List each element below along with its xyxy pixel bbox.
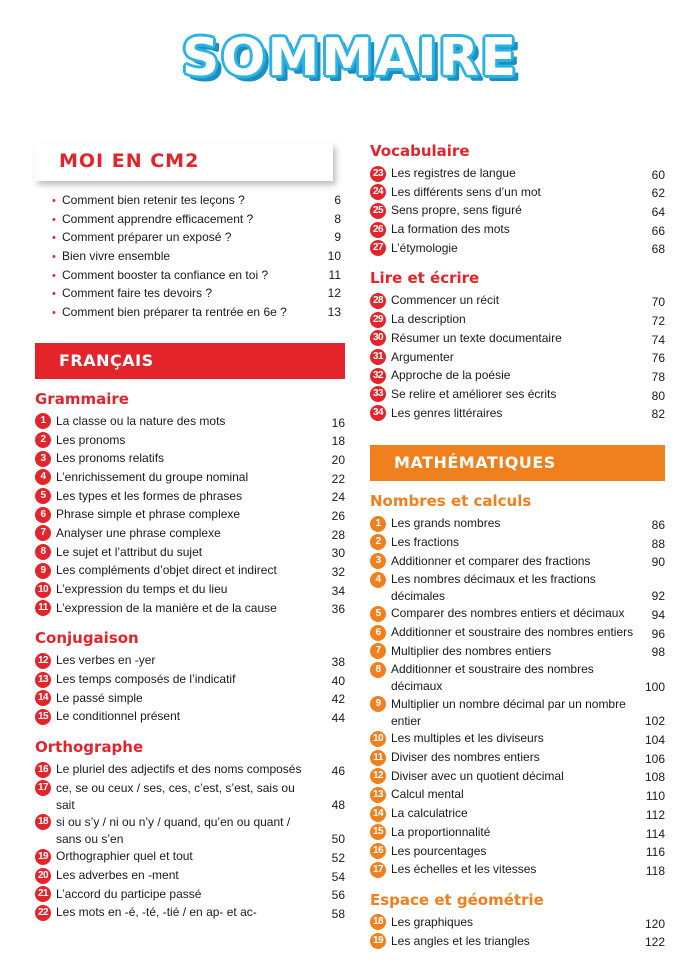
toc-item [370,605,665,624]
page-number: 68 [651,242,665,257]
toc-item [35,867,345,886]
page-number: 46 [331,763,345,778]
chapter-number-badge: 32 [370,368,386,384]
item-title: Se relire et améliorer ses écrits [391,386,557,401]
toc-item [370,914,665,933]
chapter-number-badge: 28 [370,293,386,309]
toc-item [35,690,345,709]
chapter-number-badge: 15 [35,709,51,725]
toc-item [370,221,665,240]
page-number: 62 [651,186,665,201]
chapter-number-badge: 16 [370,843,386,859]
chapter-number-badge: 6 [35,507,51,523]
list-item [35,249,345,268]
page-number: 80 [651,388,665,403]
toc-item [35,562,345,581]
item-title: ce, se ou ceux / ses, ces, c’est, s’est, sais ou sait [56,780,295,812]
conjugaison-list [35,652,345,727]
toc-item [35,600,345,619]
page-number: 12 [327,286,341,301]
item-title: Le sujet et l’attribut du sujet [56,544,203,559]
page-number: 40 [331,673,345,688]
toc-item [370,405,665,424]
chapter-number-badge: 30 [370,330,386,346]
toc-item [35,671,345,690]
item-title: Les pronoms relatifs [56,451,165,466]
item-title: Phrase simple et phrase complexe [56,507,241,522]
lire-ecrire-list [370,292,665,423]
toc-item [35,886,345,905]
page-number: 22 [331,471,345,486]
item-title: Les verbes en -yer [56,653,156,668]
item-title: Multiplier des nombres entiers [391,643,552,658]
toc-item [35,761,345,780]
page-number: 78 [651,369,665,384]
page-number: 16 [331,415,345,430]
list-item [35,286,345,305]
chapter-number-badge: 27 [370,240,386,256]
chapter-number-badge: 25 [370,203,386,219]
chapter-number-badge: 31 [370,349,386,365]
page-number: 38 [331,655,345,670]
chapter-number-badge: 19 [370,933,386,949]
page-number: 26 [331,508,345,523]
toc-item [370,624,665,643]
page-number: 82 [651,407,665,422]
bullet-icon: • [52,251,56,264]
item-title: Additionner et soustraire des nombres décimaux [391,662,594,694]
toc-item [35,450,345,469]
list-item [35,230,345,249]
bullet-icon: • [52,269,56,282]
item-title: Calcul mental [391,787,464,802]
item-title: Argumenter [391,349,454,364]
chapter-number-badge: 20 [35,868,51,884]
chapter-number-badge: 7 [35,525,51,541]
page-number: 30 [331,546,345,561]
chapter-number-badge: 19 [35,849,51,865]
espace-geometrie-heading: Espace et géométrie [370,890,544,909]
item-title: Les registres de langue [391,166,516,180]
toc-item [35,506,345,525]
page-number: 13 [327,305,341,320]
chapter-number-badge: 3 [35,451,51,467]
bullet-icon: • [52,213,56,226]
chapter-number-badge: 1 [35,413,51,429]
chapter-number-badge: 13 [370,787,386,803]
moi-en-cm2-list [35,193,345,324]
page-number: 76 [651,351,665,366]
item-title: Résumer un texte documentaire [391,330,562,345]
item-title: Les grands nombres [391,516,501,531]
item-title: Comparer des nombres entiers et décimaux [391,606,625,621]
chapter-number-badge: 5 [370,606,386,622]
item-title: Les graphiques [391,914,474,929]
toc-item [35,848,345,867]
chapter-number-badge: 18 [370,914,386,930]
item-title: La calculatrice [391,806,468,821]
orthographe-heading: Orthographe [35,738,144,757]
toc-item [370,367,665,386]
item-title: Bien vivre ensemble [62,249,171,264]
chapter-number-badge: 34 [370,405,386,421]
item-title: Analyser une phrase complexe [56,525,221,540]
page-number: 116 [645,845,665,860]
toc-item [370,824,665,843]
bullet-icon: • [52,232,56,245]
item-title: La description [391,312,466,327]
page-number: 120 [644,916,665,931]
toc-item [370,661,665,696]
bullet-icon: • [52,307,56,320]
vocabulaire-heading: Vocabulaire [370,142,470,160]
toc-item [35,904,345,923]
item-title: Comment booster ta confiance en toi ? [62,267,269,282]
chapter-number-badge: 12 [370,768,386,784]
page-number: 90 [651,555,665,570]
page-number: 44 [331,711,345,726]
chapter-number-badge: 14 [35,690,51,706]
chapter-number-badge: 5 [35,488,51,504]
toc-item [35,488,345,507]
item-title: Les nombres décimaux et les fractions décimales [391,572,596,604]
page-number: 100 [644,679,665,694]
page-number: 102 [644,714,665,729]
page-number: 56 [331,888,345,903]
item-title: L’étymologie [391,240,458,255]
chapter-number-badge: 16 [35,762,51,778]
chapter-number-badge: 23 [370,166,386,182]
item-title: Les pourcentages [391,843,487,858]
toc-item [35,780,345,814]
page-number: 66 [651,223,665,238]
lire-ecrire-heading: Lire et écrire [370,269,480,288]
item-title: L’expression de la manière et de la cause [56,600,277,615]
right-column [370,143,665,951]
item-title: La classe ou la nature des mots [56,413,226,428]
item-title: Commencer un récit [391,293,500,308]
item-title: Les multiples et les diviseurs [391,731,544,746]
page-number: 70 [651,295,665,310]
page-number: 122 [644,935,665,950]
item-title: Le conditionnel présent [56,709,181,724]
item-title: Les différents sens d’un mot [391,184,541,199]
page-number: 48 [331,797,345,812]
nombres-calculs-list [370,515,665,880]
chapter-number-badge: 17 [370,862,386,878]
chapter-number-badge: 26 [370,222,386,238]
item-title: Comment préparer un exposé ? [62,230,232,245]
toc-item [35,525,345,544]
toc-item [35,469,345,488]
chapter-number-badge: 17 [35,780,51,796]
page-number: 110 [645,789,665,804]
chapter-number-badge: 22 [35,905,51,921]
page-number: 118 [645,863,665,878]
chapter-number-badge: 2 [35,432,51,448]
toc-item [370,861,665,880]
item-title: Les temps composés de l’indicatif [56,672,236,687]
item-title: Orthographier quel et tout [56,849,193,864]
page-number: 86 [651,517,665,532]
orthographe-list [35,761,345,923]
grammaire-heading: Grammaire [35,389,129,408]
page-number: 92 [651,589,665,604]
page-number: 8 [334,211,341,226]
toc-item [370,349,665,368]
item-title: Les échelles et les vitesses [391,862,537,877]
item-title: Diviser des nombres entiers [391,750,540,765]
toc-item [35,413,345,432]
item-title: Les mots en -é, -té, -tié / en ap- et ac- [56,905,257,920]
toc-item [370,330,665,349]
item-title: L’enrichissement du groupe nominal [56,469,249,484]
chapter-number-badge: 6 [370,625,386,641]
bullet-icon: • [52,288,56,301]
chapter-number-badge: 7 [370,643,386,659]
item-title: Comment bien retenir tes leçons ? [62,193,245,207]
toc-item [370,643,665,662]
page-number: 114 [645,826,665,841]
chapter-number-badge: 21 [35,886,51,902]
toc-item [370,805,665,824]
chapter-number-badge: 18 [35,814,51,830]
toc-item [370,749,665,768]
page-number: 50 [331,832,345,847]
page-number: 98 [651,645,665,660]
item-title: Le pluriel des adjectifs et des noms composés [56,762,302,777]
item-title: Les genres littéraires [391,405,503,420]
page-number: 18 [331,434,345,449]
item-title: Sens propre, sens figuré [391,203,522,218]
list-item [35,193,345,212]
item-title: si ou s’y / ni ou n’y / quand, qu’en ou quant / sans ou s’en [56,814,291,846]
nombres-calculs-heading: Nombres et calculs [370,492,532,511]
item-title: Additionner et comparer des fractions [391,553,591,568]
page-number: 11 [328,267,341,282]
toc-item [370,202,665,221]
list-item [35,305,345,324]
chapter-number-badge: 11 [370,750,386,766]
toc-item [370,240,665,259]
list-item [35,268,345,287]
page-number: 96 [651,626,665,641]
chapter-number-badge: 4 [35,469,51,485]
page-number: 72 [651,313,665,328]
bullet-icon: • [52,195,56,207]
chapter-number-badge: 9 [370,696,386,712]
chapter-number-badge: 13 [35,672,51,688]
espace-geometrie-list [370,914,665,951]
conjugaison-heading: Conjugaison [35,629,139,648]
page-number: 112 [645,807,665,822]
item-title: Les adverbes en -ment [56,868,179,882]
page-number: 6 [334,193,341,207]
chapter-number-badge: 29 [370,312,386,328]
toc-item [370,730,665,749]
item-title: Comment bien préparer ta rentrée en 6e ? [62,305,287,320]
toc-item [370,553,665,572]
item-title: Comment apprendre efficacement ? [62,211,254,226]
francais-banner: FRANÇAIS [35,343,345,379]
item-title: Le passé simple [56,690,143,705]
page-number: 10 [327,249,341,264]
page-number: 104 [644,733,665,748]
page-number: 94 [651,608,665,622]
page-number: 9 [334,230,341,245]
chapter-number-badge: 1 [370,516,386,532]
chapter-number-badge: 8 [35,544,51,560]
toc-item [370,933,665,952]
chapter-number-badge: 8 [370,662,386,678]
item-title: Multiplier un nombre décimal par un nombre entier [391,696,626,728]
chapter-number-badge: 10 [35,582,51,598]
item-title: L’expression du temps et du lieu [56,582,228,596]
item-title: La proportionnalité [391,824,491,839]
chapter-number-badge: 3 [370,553,386,569]
left-column [35,143,345,923]
toc-item [35,544,345,563]
chapter-number-badge: 14 [370,806,386,822]
toc-item [370,386,665,405]
toc-item [370,843,665,862]
item-title: Les pronoms [56,432,126,447]
page-number: 88 [651,536,665,551]
toc-item [370,165,665,184]
toc-item [370,292,665,311]
chapter-number-badge: 12 [35,653,51,669]
item-title: Les fractions [391,534,460,549]
item-title: La formation des mots [391,222,510,237]
list-item [35,212,345,231]
toc-item [35,432,345,451]
item-title: Les types et les formes de phrases [56,488,243,503]
item-title: Approche de la poésie [391,368,511,383]
toc-item [370,571,665,605]
page-number: 106 [644,751,665,766]
mathematiques-banner: MATHÉMATIQUES [370,445,665,481]
toc-item [35,581,345,600]
page-number: 74 [651,332,665,347]
page-number: 58 [331,907,345,922]
toc-item [35,814,345,849]
item-title: Diviser avec un quotient décimal [391,768,564,783]
page-number: 28 [331,527,345,542]
toc-item [370,534,665,553]
chapter-number-badge: 4 [370,572,386,588]
toc-item [370,515,665,534]
chapter-number-badge: 11 [35,600,51,616]
page-number: 32 [331,565,345,579]
vocabulaire-list [370,165,665,258]
chapter-number-badge: 15 [370,824,386,840]
item-title: Les compléments d’objet direct et indirect [56,563,277,578]
toc-item [35,652,345,671]
page-number: 34 [331,583,345,598]
page-number: 42 [331,692,345,707]
item-title: Les angles et les triangles [391,933,530,948]
page-number: 54 [331,869,345,884]
moi-en-cm2-title: MOI EN CM2 [59,150,200,172]
toc-item [370,311,665,330]
page-number: 108 [644,770,665,785]
item-title: L’accord du participe passé [56,886,202,901]
page-number: 20 [331,452,345,467]
moi-en-cm2-header [35,143,333,181]
chapter-number-badge: 33 [370,386,386,402]
page-number: 60 [651,167,665,182]
page-number: 24 [331,490,345,505]
page-number: 52 [331,851,345,865]
grammaire-list [35,413,345,619]
toc-item [35,708,345,727]
item-title: Additionner et soustraire des nombres entiers [391,625,634,639]
toc-item [370,696,665,731]
chapter-number-badge: 10 [370,731,386,747]
chapter-number-badge: 2 [370,534,386,550]
toc-item [370,184,665,203]
chapter-number-badge: 9 [35,563,51,579]
toc-item [370,768,665,787]
page-number: 36 [331,602,345,617]
page-title: SOMMAIRE [181,28,519,88]
page-number: 64 [651,205,665,220]
toc-item [370,786,665,805]
chapter-number-badge: 24 [370,184,386,200]
item-title: Comment faire tes devoirs ? [62,286,213,301]
